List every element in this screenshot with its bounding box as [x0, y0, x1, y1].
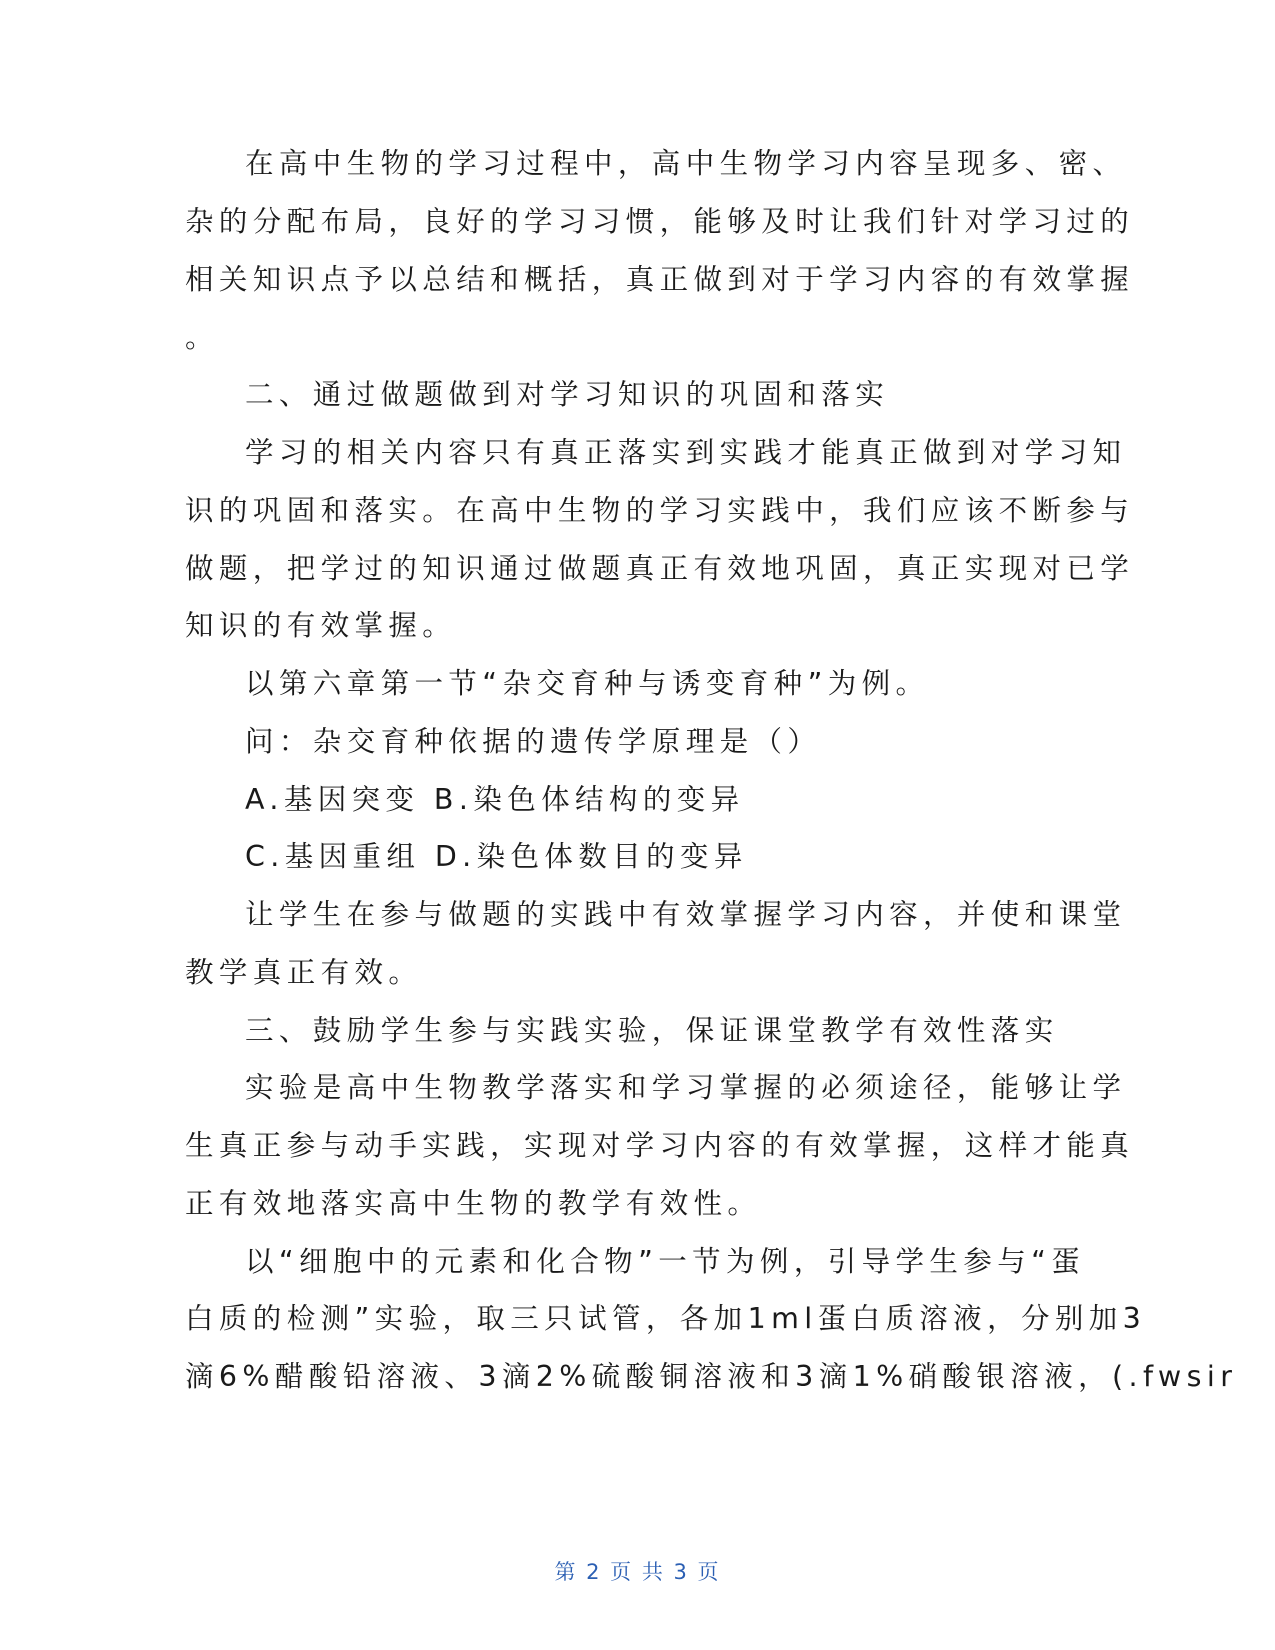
- paragraph-line: 正有效地落实高中生物的教学有效性。: [185, 1187, 762, 1220]
- paragraph-line: 。: [185, 321, 219, 354]
- paragraph-line: 做题，把学过的知识通过做题真正有效地巩固，真正实现对已学: [185, 552, 1135, 585]
- paragraph-line: 让学生在参与做题的实践中有效掌握学习内容，并使和课堂: [245, 898, 1127, 931]
- page-number-footer: 第 2 页 共 3 页: [554, 1560, 721, 1584]
- paragraph-line: 教学真正有效。: [185, 956, 423, 989]
- question-line: 问：杂交育种依据的遗传学原理是（）: [245, 725, 822, 758]
- section-heading: 二、通过做题做到对学习知识的巩固和落实: [245, 378, 890, 411]
- paragraph-line: 杂的分配布局，良好的学习习惯，能够及时让我们针对学习过的: [185, 205, 1135, 238]
- section-heading: 三、鼓励学生参与实践实验，保证课堂教学有效性落实: [245, 1014, 1059, 1047]
- paragraph-line: 相关知识点予以总结和概括，真正做到对于学习内容的有效掌握: [185, 263, 1135, 296]
- paragraph-line: 识的巩固和落实。在高中生物的学习实践中，我们应该不断参与: [185, 494, 1135, 527]
- paragraph-line: 滴6%醋酸铅溶液、3滴2%硫酸铜溶液和3滴1%硝酸银溶液，(.fwsir: [185, 1360, 1238, 1393]
- paragraph-line: 学习的相关内容只有真正落实到实践才能真正做到对学习知: [245, 436, 1127, 469]
- paragraph-line: 以第六章第一节“杂交育种与诱变育种”为例。: [245, 667, 930, 700]
- paragraph-line: 实验是高中生物教学落实和学习掌握的必须途径，能够让学: [245, 1071, 1127, 1104]
- answer-options: A.基因突变 B.染色体结构的变异: [245, 783, 745, 816]
- paragraph-line: 白质的检测”实验，取三只试管，各加1ml蛋白质溶液，分别加3: [185, 1302, 1147, 1335]
- paragraph-line: 知识的有效掌握。: [185, 609, 457, 642]
- answer-options: C.基因重组 D.染色体数目的变异: [245, 840, 748, 873]
- paragraph-line: 在高中生物的学习过程中，高中生物学习内容呈现多、密、: [245, 147, 1127, 180]
- paragraph-line: 生真正参与动手实践，实现对学习内容的有效掌握，这样才能真: [185, 1129, 1135, 1162]
- paragraph-line: 以“细胞中的元素和化合物”一节为例，引导学生参与“蛋: [245, 1245, 1086, 1278]
